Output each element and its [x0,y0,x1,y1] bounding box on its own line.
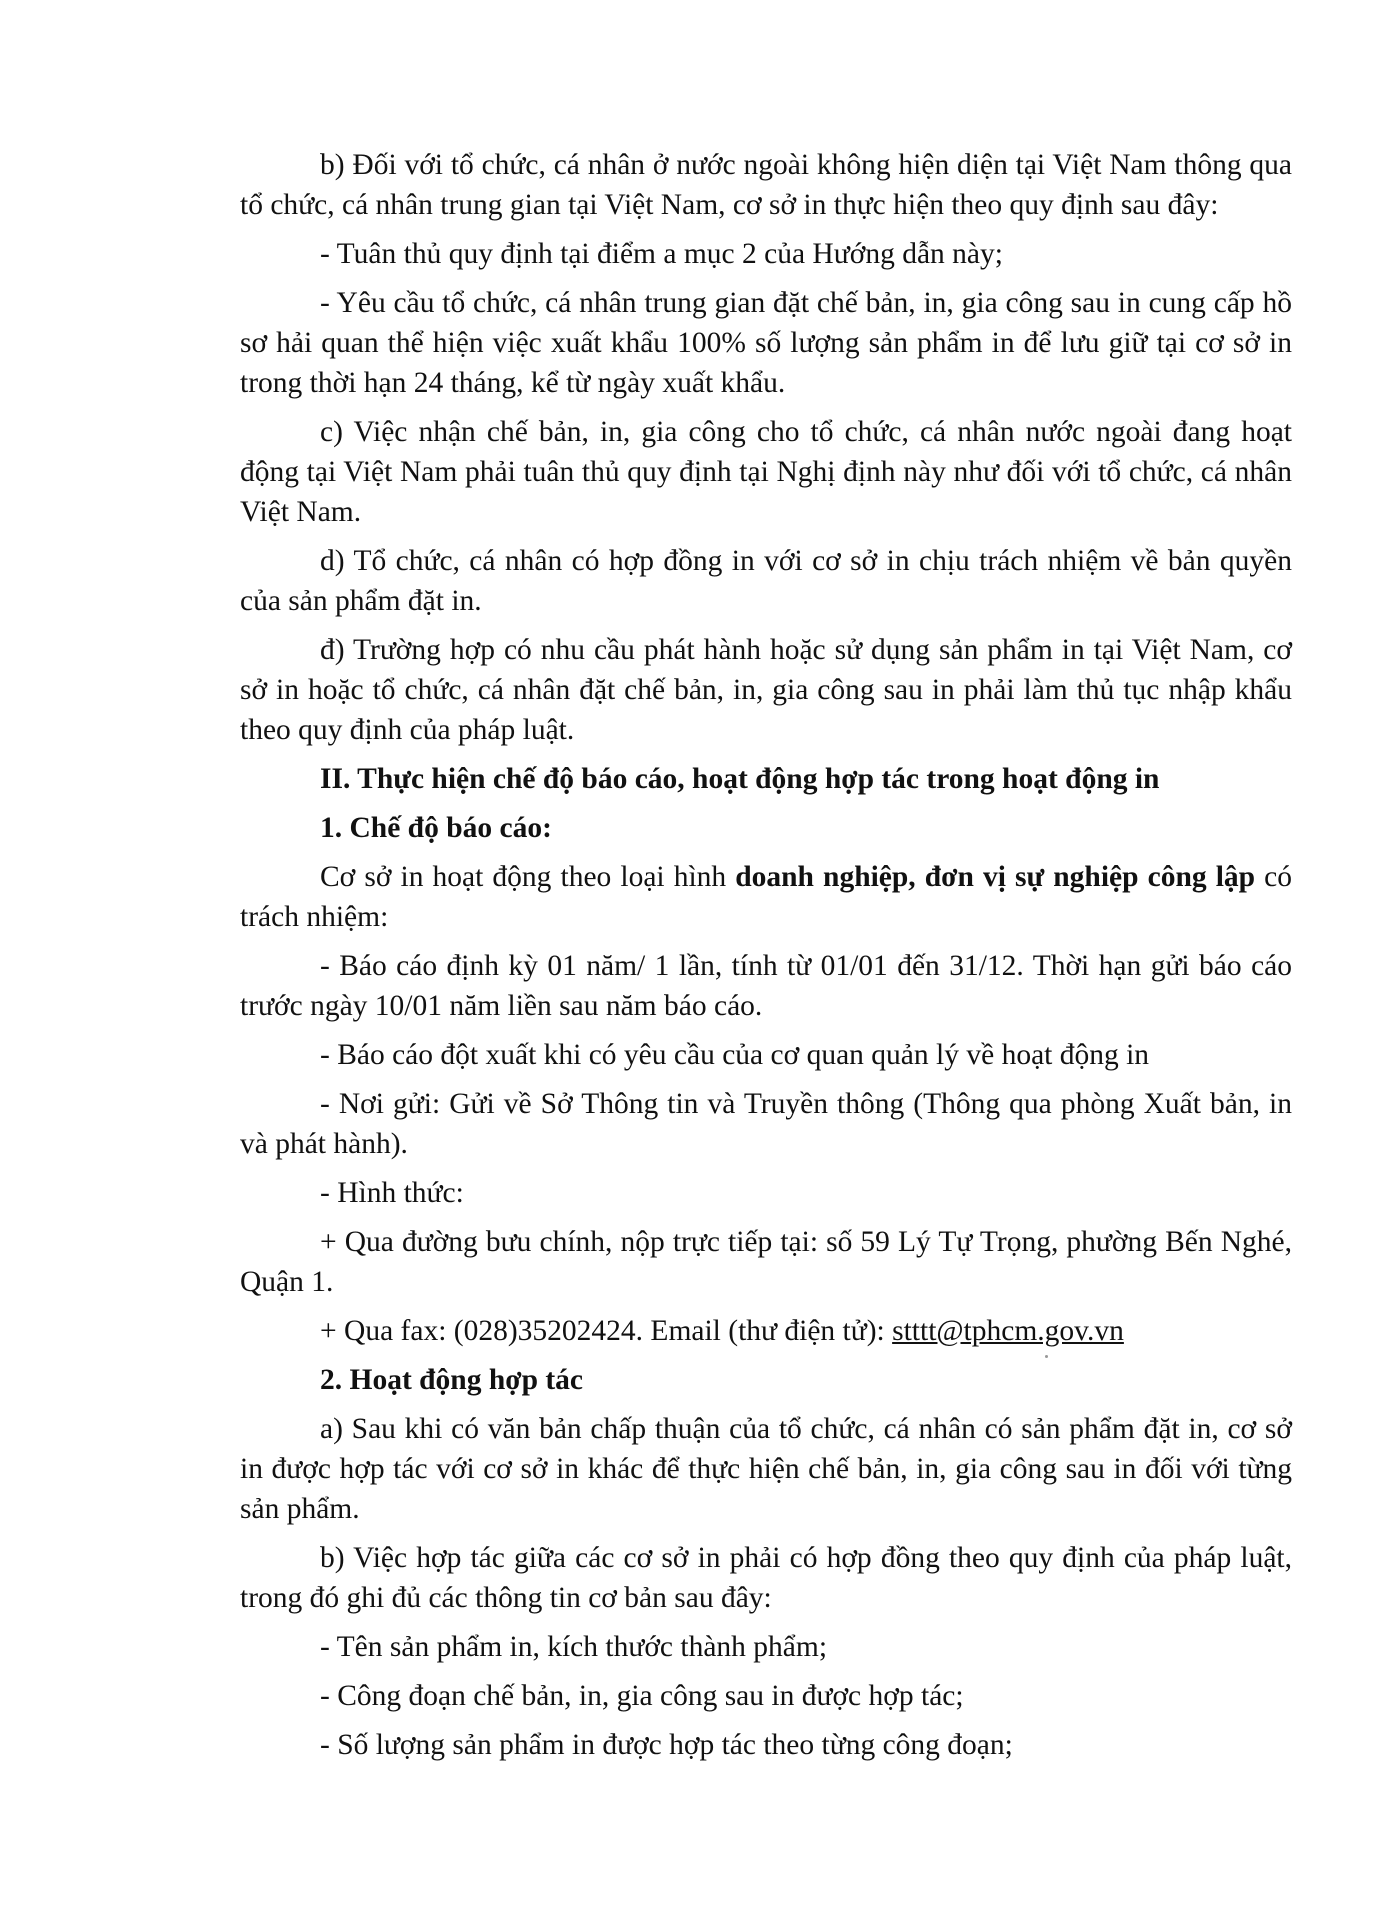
cooperation-item-name: - Tên sản phẩm in, kích thước thành phẩm; [320,1631,828,1663]
reporting-intro-pre: Cơ sở in hoạt động theo loại hình [320,861,736,893]
paragraph-customs: - Yêu cầu tổ chức, cá nhân trung gian đặt chế bản, in, gia công sau in cung cấp hồ sơ hải quan thể hiện việc xuất khẩu 100% số lượng sản phẩm in để lưu giữ tại cơ sở in trong thời hạn 24 tháng, kể từ ngày xuất khẩu. [240,287,1292,399]
paragraph-b-foreign: b) Đối với tổ chức, cá nhân ở nước ngoài không hiện diện tại Việt Nam thông qua tổ chức, cá nhân trung gian tại Việt Nam, cơ sở in thực hiện theo quy định sau đây: [240,149,1292,221]
subsection-1-title: 1. Chế độ báo cáo: [320,812,552,844]
document-body [240,145,1292,1774]
paragraph-dd-import: đ) Trường hợp có nhu cầu phát hành hoặc sử dụng sản phẩm in tại Việt Nam, cơ sở in hoặc tổ chức, cá nhân đặt chế bản, in, gia công sau in phải làm thủ tục nhập khẩu theo quy định của pháp luật. [240,634,1292,746]
cooperation-item-quantity: - Số lượng sản phẩm in được hợp tác theo từng công đoạn; [320,1729,1013,1761]
paragraph-comply: - Tuân thủ quy định tại điểm a mục 2 của Hướng dẫn này; [320,238,1003,270]
reporting-item-post: + Qua đường bưu chính, nộp trực tiếp tại: số 59 Lý Tự Trọng, phường Bến Nghé, Quận 1. [240,1226,1292,1298]
reporting-intro-bold: doanh nghiệp, đơn vị sự nghiệp công lập [735,861,1256,893]
reporting-item-periodic: - Báo cáo định kỳ 01 năm/ 1 lần, tính từ 01/01 đến 31/12. Thời hạn gửi báo cáo trước ngày 10/01 năm liền sau năm báo cáo. [240,950,1292,1022]
reporting-intro-post: có trách nhiệm: [240,861,1292,933]
cooperation-item-stage: - Công đoạn chế bản, in, gia công sau in được hợp tác; [320,1680,964,1712]
cooperation-item-b: b) Việc hợp tác giữa các cơ sở in phải có hợp đồng theo quy định của pháp luật, trong đó ghi đủ các thông tin cơ bản sau đây: [240,1542,1292,1614]
reporting-item-form: - Hình thức: [320,1177,464,1209]
paragraph-d-copyright: d) Tổ chức, cá nhân có hợp đồng in với cơ sở in chịu trách nhiệm về bản quyền của sản phẩm đặt in. [240,545,1292,617]
subsection-2-title: 2. Hoạt động hợp tác [320,1364,584,1396]
cooperation-item-a: a) Sau khi có văn bản chấp thuận của tổ chức, cá nhân có sản phẩm đặt in, cơ sở in được hợp tác với cơ sở in khác để thực hiện chế bản, in, gia công sau in đối với từng sản phẩm. [240,1413,1292,1525]
reporting-item-destination: - Nơi gửi: Gửi về Sở Thông tin và Truyền thông (Thông qua phòng Xuất bản, in và phát hành). [240,1088,1292,1160]
section-ii-title: II. Thực hiện chế độ báo cáo, hoạt động hợp tác trong hoạt động in [320,763,1160,795]
reporting-item-adhoc: - Báo cáo đột xuất khi có yêu cầu của cơ quan quản lý về hoạt động in [320,1039,1150,1071]
scan-speck [1045,1355,1048,1358]
reporting-intro [240,857,1292,937]
paragraph-c-foreign-vn: c) Việc nhận chế bản, in, gia công cho tổ chức, cá nhân nước ngoài đang hoạt động tại Việt Nam phải tuân thủ quy định tại Nghị định này như đối với tổ chức, cá nhân Việt Nam. [240,416,1292,528]
reporting-item-fax [240,1311,1292,1351]
email-link[interactable]: stttt@tphcm.gov.vn [892,1315,1124,1347]
fax-text: + Qua fax: (028)35202424. Email (thư điện tử): [320,1315,893,1347]
